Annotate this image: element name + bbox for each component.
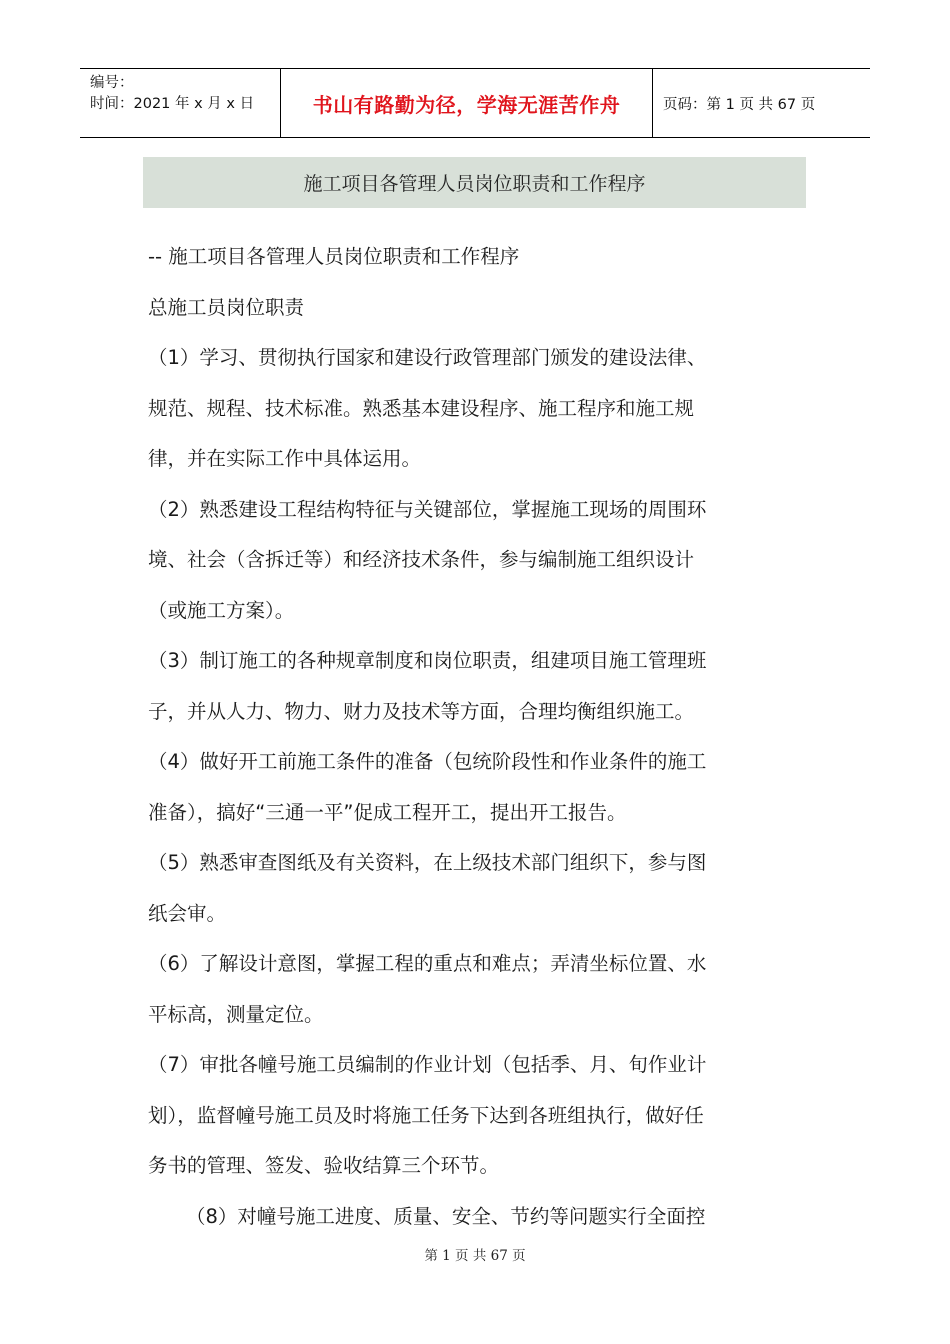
header-meta <box>80 69 280 137</box>
body-line: 划），监督幢号施工员及时将施工任务下达到各班组执行，做好任 <box>148 1103 704 1127</box>
body-line: 准备），搞好“三通一平”促成工程开工，提出开工报告。 <box>148 800 627 824</box>
body-line: （5）熟悉审查图纸及有关资料，在上级技术部门组织下，参与图 <box>148 851 707 874</box>
header-table <box>80 68 870 138</box>
body-line: 境、社会（含拆迁等）和经济技术条件，参与编制施工组织设计 <box>148 548 695 571</box>
body-line: （1）学习、贯彻执行国家和建设行政管理部门颁发的建设法律、 <box>148 346 707 369</box>
body-line: 平标高，测量定位。 <box>148 1002 324 1026</box>
document-body <box>148 232 808 1242</box>
body-line: （3）制订施工的各种规章制度和岗位职责，组建项目施工管理班 <box>148 649 707 672</box>
body-line: （7）审批各幢号施工员编制的作业计划（包括季、月、旬作业计 <box>148 1053 707 1076</box>
header-page-info: 页码：第 1 页 共 67 页 <box>663 96 816 113</box>
body-line: 纸会审。 <box>148 901 227 925</box>
body-line: （或施工方案）。 <box>148 598 295 622</box>
body-line: （8）对幢号施工进度、质量、安全、节约等问题实行全面控 <box>186 1204 706 1228</box>
body-line: 子，并从人力、物力、财力及技术等方面，合理均衡组织施工。 <box>148 699 695 723</box>
subtitle: -- 施工项目各管理人员岗位职责和工作程序 <box>148 245 520 268</box>
body-line: （6）了解设计意图，掌握工程的重点和难点；弄清坐标位置、水 <box>148 952 707 975</box>
body-line: （4）做好开工前施工条件的准备（包统阶段性和作业条件的施工 <box>148 750 707 773</box>
section-heading: 总施工员岗位职责 <box>148 295 305 319</box>
body-line: 律，并在实际工作中具体运用。 <box>148 447 422 470</box>
document-title: 施工项目各管理人员岗位职责和工作程序 <box>143 157 806 208</box>
page-footer: 第 1 页 共 67 页 <box>424 1248 526 1264</box>
date-label: 时间：2021 年 x 月 x 日 <box>90 96 255 112</box>
body-line: 务书的管理、签发、验收结算三个环节。 <box>148 1154 500 1177</box>
number-label: 编号： <box>90 75 134 91</box>
header-slogan: 书山有路勤为径，学海无涯苦作舟 <box>280 69 653 137</box>
body-line: 规范、规程、技术标准。熟悉基本建设程序、施工程序和施工规 <box>148 396 695 420</box>
body-line: （2）熟悉建设工程结构特征与关键部位，掌握施工现场的周围环 <box>148 497 707 521</box>
